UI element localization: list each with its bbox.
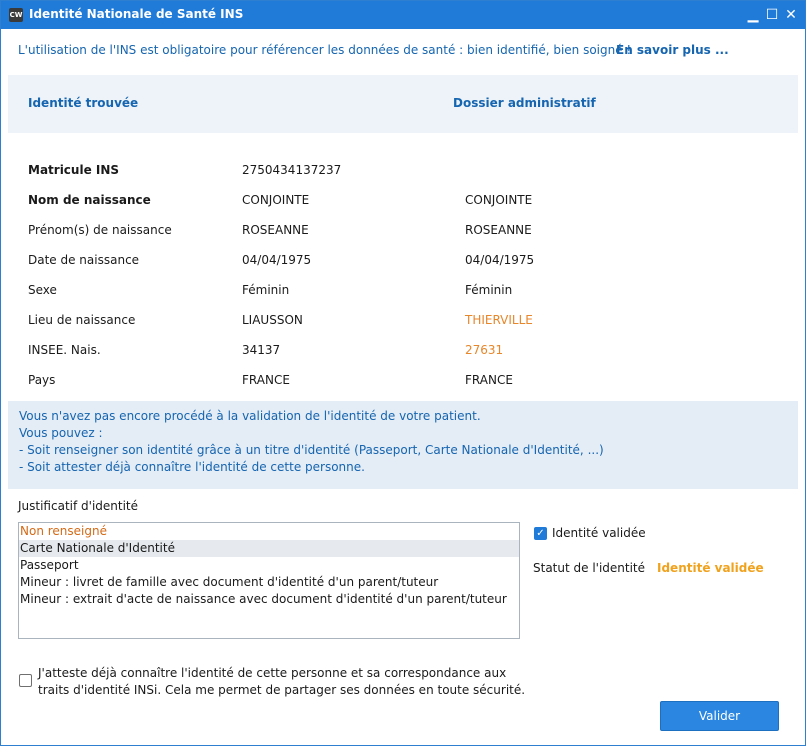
found-value: LIAUSSON <box>242 313 303 327</box>
admin-value: ROSEANNE <box>465 223 532 237</box>
found-value: CONJOINTE <box>242 193 310 207</box>
found-value: 34137 <box>242 343 281 357</box>
validation-notice <box>8 401 798 489</box>
admin-value: CONJOINTE <box>465 193 533 207</box>
admin-value-mismatch: THIERVILLE <box>465 313 533 327</box>
admin-value: FRANCE <box>465 373 513 387</box>
attest-line: J'atteste déjà connaître l'identité de cette personne et sa correspondance aux <box>38 666 507 680</box>
found-value: FRANCE <box>242 373 290 387</box>
app-logo-icon: CW <box>9 8 23 22</box>
justificatif-label: Justificatif d'identité <box>18 499 139 513</box>
found-value: 04/04/1975 <box>242 253 312 267</box>
identity-status-value: Identité validée <box>657 561 764 575</box>
list-item[interactable]: Mineur : extrait d'acte de naissance avec document d'identité d'un parent/tuteur <box>20 592 507 606</box>
identity-validated-checkbox[interactable] <box>534 527 547 540</box>
identity-row-prenom <box>1 223 806 243</box>
close-button[interactable]: ✕ <box>785 7 797 23</box>
justificatif-listbox[interactable] <box>18 522 520 639</box>
attest-label[interactable] <box>38 665 525 699</box>
row-label: INSEE. Nais. <box>28 343 101 357</box>
ins-info-banner: L'utilisation de l'INS est obligatoire pour référencer les données de santé : bien identifié, bien soigné ! <box>18 43 632 57</box>
identity-row-lieu <box>1 313 806 333</box>
notice-line: Vous pouvez : <box>19 426 103 440</box>
row-label: Matricule INS <box>28 163 120 177</box>
validate-button[interactable]: Valider <box>660 701 779 731</box>
identity-row-matricule <box>1 163 806 183</box>
attest-line: traits d'identité INSi. Cela me permet de partager ses données en toute sécurité. <box>38 683 526 697</box>
notice-line: Vous n'avez pas encore procédé à la validation de l'identité de votre patient. <box>19 409 481 423</box>
identity-row-nom <box>1 193 806 213</box>
identity-validated-label[interactable]: Identité validée <box>552 526 646 540</box>
admin-value-mismatch: 27631 <box>465 343 504 357</box>
found-value: Féminin <box>242 283 290 297</box>
identity-header <box>8 75 798 133</box>
row-label: Nom de naissance <box>28 193 151 207</box>
row-label: Lieu de naissance <box>28 313 136 327</box>
window-title: Identité Nationale de Santé INS <box>29 7 244 21</box>
maximize-button[interactable]: ☐ <box>765 7 779 23</box>
checkmark-icon: ✓ <box>536 528 545 539</box>
list-item-selected[interactable]: Carte Nationale d'Identité <box>19 540 519 557</box>
row-label: Prénom(s) de naissance <box>28 223 172 237</box>
minimize-button[interactable]: ▁ <box>747 7 759 23</box>
admin-value: Féminin <box>465 283 513 297</box>
row-label: Date de naissance <box>28 253 140 267</box>
identity-row-insee <box>1 343 806 363</box>
learn-more-link[interactable]: En savoir plus ... <box>616 43 729 57</box>
identity-row-sexe <box>1 283 806 303</box>
identity-row-date <box>1 253 806 273</box>
attest-checkbox[interactable] <box>19 674 32 687</box>
notice-line: - Soit renseigner son identité grâce à un titre d'identité (Passeport, Carte Nationale d'Identité, ...) <box>19 443 604 457</box>
list-item[interactable]: Non renseigné <box>20 524 107 538</box>
row-label: Sexe <box>28 283 57 297</box>
found-value: ROSEANNE <box>242 223 309 237</box>
row-label: Pays <box>28 373 56 387</box>
admin-value: 04/04/1975 <box>465 253 535 267</box>
list-item[interactable]: Passeport <box>20 558 79 572</box>
found-value: 2750434137237 <box>242 163 342 177</box>
admin-record-heading: Dossier administratif <box>453 96 596 110</box>
identity-status-label: Statut de l'identité <box>533 561 646 575</box>
title-bar[interactable] <box>1 1 805 29</box>
list-item[interactable]: Mineur : livret de famille avec document d'identité d'un parent/tuteur <box>20 575 439 589</box>
identity-row-pays <box>1 373 806 393</box>
notice-line: - Soit attester déjà connaître l'identité de cette personne. <box>19 460 365 474</box>
found-identity-heading: Identité trouvée <box>28 96 139 110</box>
